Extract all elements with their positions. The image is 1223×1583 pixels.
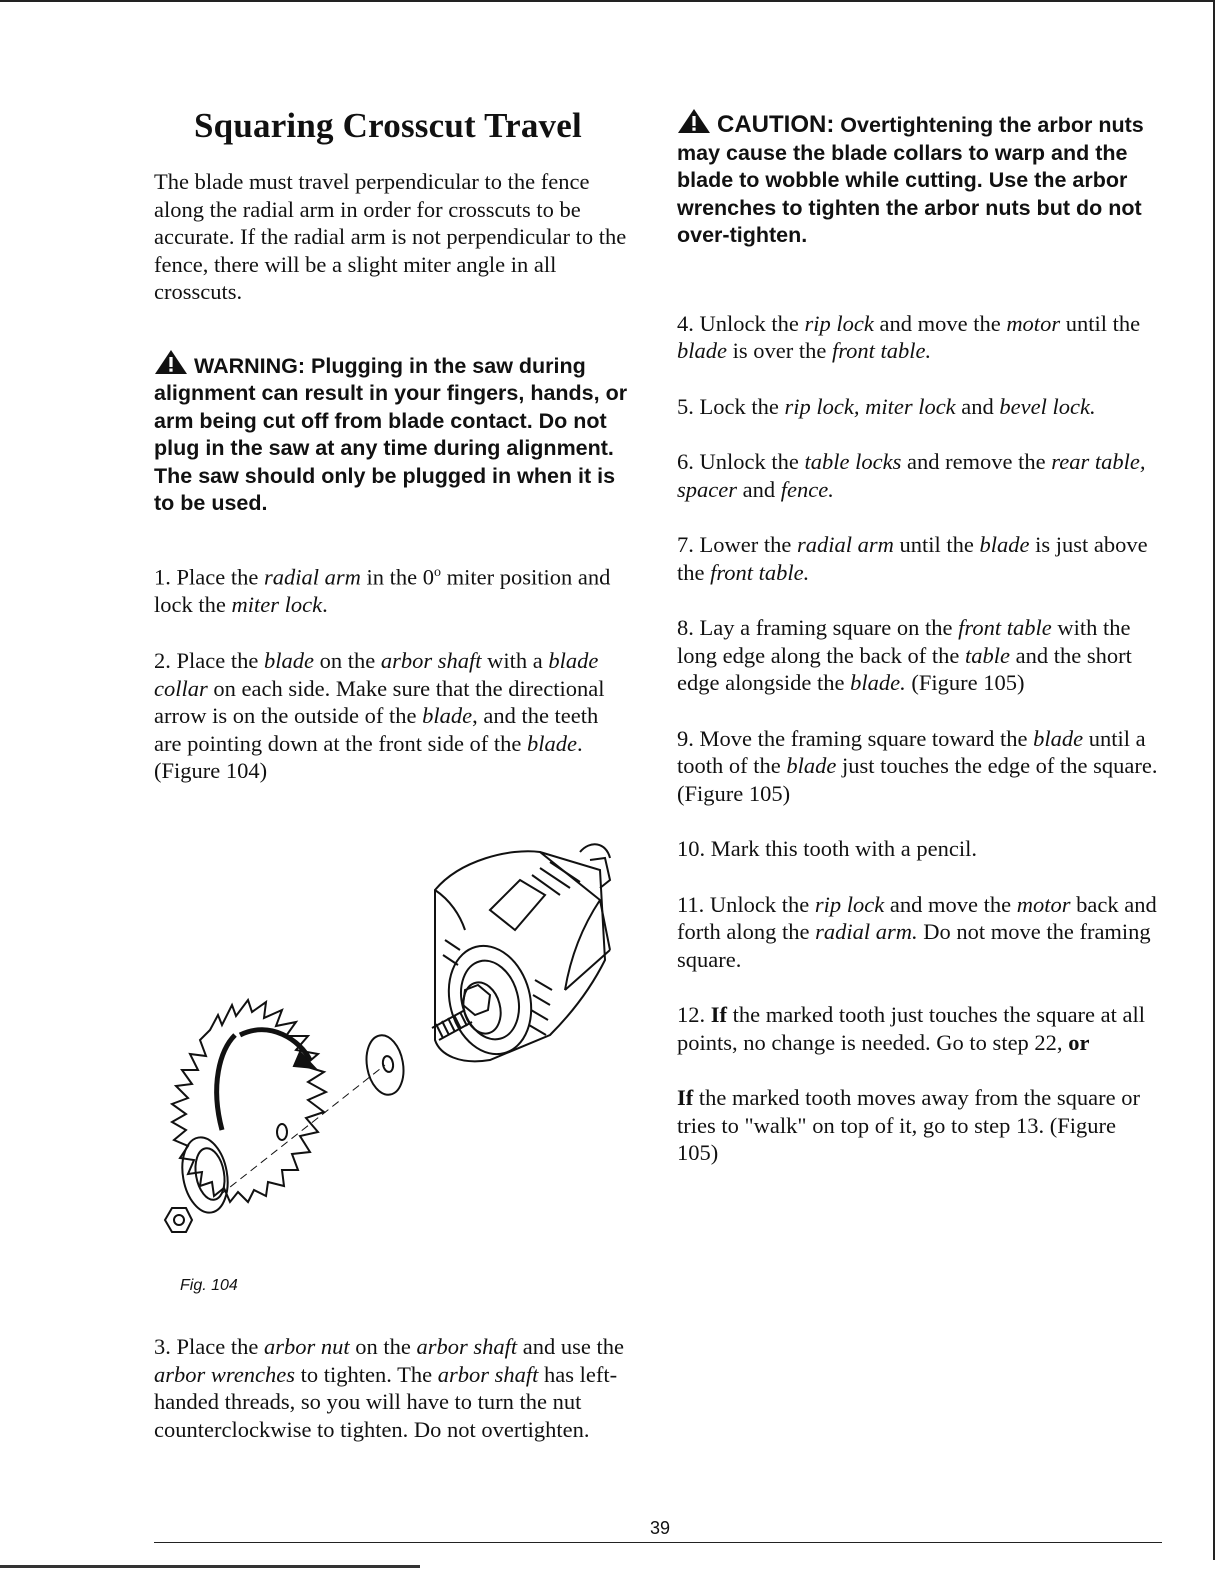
text-run: The blade must travel perpendicular to the fence along the radial arm in order for crosscuts to be accurate. If the radial arm is not perpendicular to the fence, there will be a slight miter angle in all crosscuts. <box>154 169 627 304</box>
text-run: motor <box>1006 310 1061 336</box>
page-number: 39 <box>649 1518 671 1538</box>
text-run: front table <box>958 615 1052 640</box>
step-8 <box>677 614 1162 697</box>
caution-triangle-icon <box>677 108 711 134</box>
step-4 <box>677 310 1162 365</box>
text-run: . (Figure 104) <box>154 730 583 783</box>
text-run: is over the <box>727 338 832 363</box>
caution-text: Overtightening the arbor nuts may cause the blade collars to warp and the blade to wobble while cutting. Use the arbor wrenches to tighten the arbor nuts but do not over-tighten. <box>677 113 1144 247</box>
text-run: If <box>710 1002 727 1027</box>
text-run: 12. <box>677 1002 711 1027</box>
text-run: to tighten. The <box>295 1361 438 1387</box>
text-run: and move the <box>884 891 1017 917</box>
text-run: arbor shaft <box>380 648 482 673</box>
text-run: the marked tooth moves away from the square or tries to "walk" on top of it, go to step 13. (Figure 105) <box>677 1085 1140 1165</box>
arbor-nut <box>165 1208 192 1232</box>
step-12 <box>677 1001 1162 1056</box>
page-frame-top <box>0 0 1215 2</box>
warning-label: WARNING: <box>194 353 306 378</box>
text-run: Do not move the framing square. <box>677 919 1151 972</box>
text-run: blade <box>263 648 314 673</box>
text-run: until a tooth of the <box>677 725 1146 778</box>
text-run: 11. Unlock the <box>677 891 815 917</box>
text-run: blade. <box>850 670 906 695</box>
text-run: the marked tooth just touches the square at all points, no change is needed. Go to step 22, <box>677 1002 1146 1055</box>
text-run: 10. Mark this tooth with a pencil. <box>677 836 977 861</box>
text-run: blade collar <box>154 648 599 701</box>
text-run: 3. Place the <box>154 1334 264 1359</box>
figure-caption: Fig. 104 <box>180 1277 238 1294</box>
step-5 <box>677 393 1162 421</box>
text-run: o <box>433 564 441 580</box>
text-run: and use the <box>517 1334 624 1359</box>
text-run: blade <box>786 753 837 778</box>
text-run: 6. Unlock the <box>677 449 805 474</box>
step-10 <box>677 835 1162 863</box>
step-9 <box>677 725 1162 808</box>
text-run: 4. Unlock the <box>677 310 805 336</box>
text-run: on each side. Make sure that the directional arrow is on the outside of the <box>154 675 605 728</box>
text-run: and move the <box>873 310 1007 336</box>
text-run: with the long edge along the back of the <box>677 615 1131 668</box>
step-2 <box>154 647 629 785</box>
text-run: until the <box>893 532 980 557</box>
step-6 <box>677 448 1162 503</box>
text-run: rip lock <box>804 310 874 336</box>
text-run: until the <box>1060 310 1141 336</box>
step-12-alternative <box>677 1084 1162 1167</box>
text-run: radial arm <box>796 532 894 557</box>
text-run: on the <box>313 648 381 673</box>
scan-edge-bar <box>0 1565 420 1568</box>
text-run: , and the teeth are pointing down at the front side of the <box>154 703 599 756</box>
text-run: blade <box>979 532 1030 557</box>
text-run: miter position and lock the <box>154 564 611 617</box>
text-run: radial arm. <box>815 919 918 944</box>
text-run: 2. Place the <box>154 648 264 673</box>
text-run: arbor shaft <box>437 1361 539 1387</box>
text-run: arbor nut <box>263 1334 350 1359</box>
step-11 <box>677 891 1162 974</box>
page-title: Squaring Crosscut Travel <box>194 106 582 145</box>
assembly-centerline <box>220 1065 385 1195</box>
text-run: with a <box>481 648 549 673</box>
footer-rule <box>154 1542 1162 1543</box>
text-run: table <box>965 642 1011 668</box>
text-run: arbor shaft <box>416 1334 518 1359</box>
text-run: blade <box>1033 725 1084 751</box>
outer-blade-collar <box>177 1134 234 1216</box>
text-run: 8. Lay a framing square on the <box>677 615 959 640</box>
page-frame-right <box>1213 0 1215 1560</box>
text-run: table locks <box>804 449 902 474</box>
step-1 <box>154 559 629 619</box>
text-run: 7. Lower the <box>677 532 797 557</box>
motor-housing <box>435 844 610 1063</box>
text-run: front table. <box>831 338 932 363</box>
caution-label: CAUTION: <box>717 111 835 138</box>
text-run: 5. Lock the <box>677 393 785 419</box>
text-run: blade <box>422 703 473 728</box>
text-run: rear table, spacer <box>677 449 1146 502</box>
text-run: back and forth along the <box>677 891 1157 944</box>
text-run: 9. Move the framing square toward the <box>677 725 1034 751</box>
text-run: arbor wrenches <box>154 1361 296 1387</box>
text-run: 1. Place the <box>154 564 264 589</box>
text-run: bevel lock. <box>999 393 1096 419</box>
step-3 <box>154 1333 629 1443</box>
intro-paragraph <box>154 168 629 306</box>
caution-block <box>677 108 1162 250</box>
warning-text: Plugging in the saw during alignment can result in your fingers, hands, or arm being cut off from blade contact. Do not plug in the saw at any time during alignment. The saw should only be plugged in when it is to be used. <box>154 353 628 515</box>
text-run: and <box>955 393 1000 419</box>
text-run: on the <box>349 1334 417 1359</box>
text-run: is just above the <box>677 532 1148 585</box>
text-run: and the short edge alongside the <box>677 642 1132 695</box>
text-run: rip lock, miter lock <box>784 393 956 419</box>
text-run: blade <box>677 338 727 363</box>
warning-triangle-icon <box>154 349 188 375</box>
text-run: just touches the edge of the square. (Figure 105) <box>677 753 1158 806</box>
step-7 <box>677 531 1162 586</box>
text-run: front table. <box>710 559 810 585</box>
text-run: fence. <box>780 476 834 502</box>
text-run: radial arm <box>263 564 361 589</box>
left-column <box>154 100 629 785</box>
warning-block <box>154 349 629 518</box>
text-run: . <box>322 591 328 617</box>
right-column <box>677 100 1162 1167</box>
text-run: or <box>1068 1029 1090 1055</box>
text-run: miter lock <box>231 591 323 617</box>
text-run: has left-handed threads, so you will have to turn the nut counterclockwise to tighten. Do not overtighten. <box>154 1361 618 1442</box>
text-run: and <box>737 476 781 502</box>
text-run: blade <box>527 730 578 756</box>
text-run: motor <box>1016 891 1071 917</box>
figure-104-blade-assembly <box>160 840 630 1270</box>
text-run: and remove the <box>901 449 1052 474</box>
text-run: (Figure 105) <box>905 670 1025 695</box>
text-run: in the 0 <box>360 564 434 589</box>
text-run: rip lock <box>814 891 885 917</box>
text-run: If <box>677 1085 694 1110</box>
